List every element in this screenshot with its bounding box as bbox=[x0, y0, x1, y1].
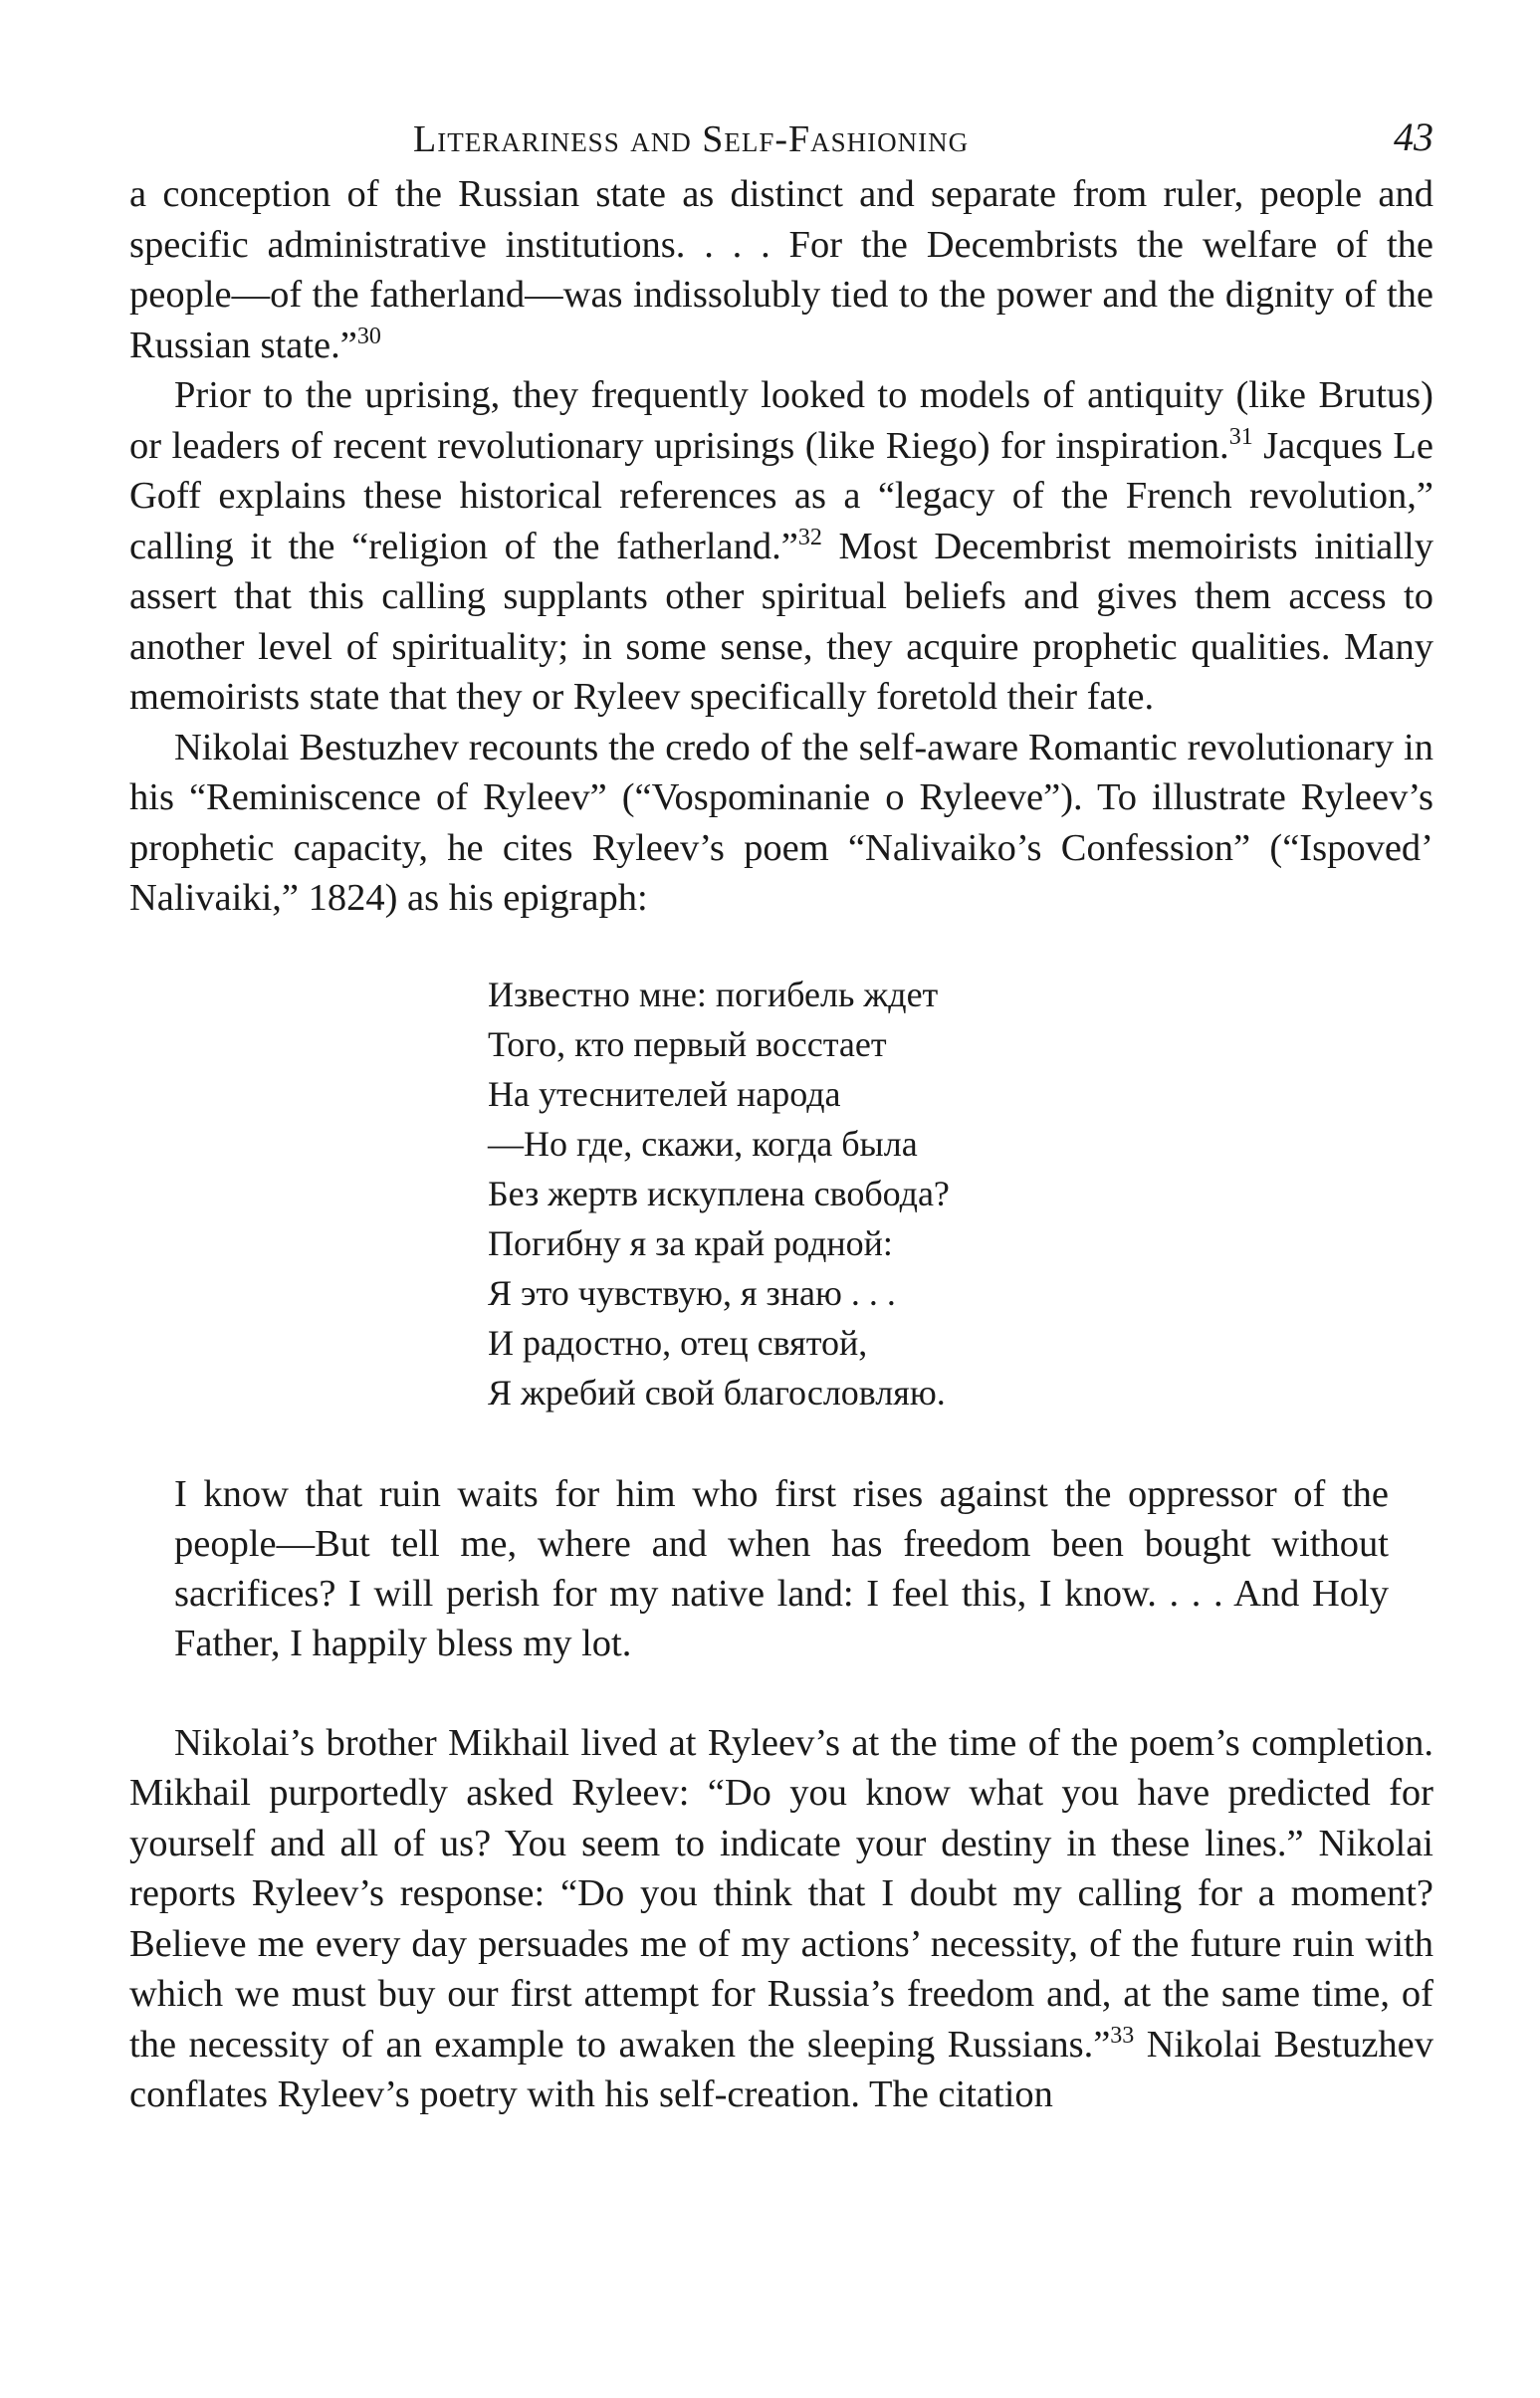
footnote-marker[interactable]: 31 bbox=[1228, 423, 1253, 450]
poem-translation: I know that ruin waits for him who first rises against the oppressor of the people—But tell me, where and when has freedom been bought without sacrifices? I will perish for my native land: I feel this, I know. . . . And Holy Father, I happily bless my lot. bbox=[174, 1472, 1389, 1664]
poem-line: Я это чувствую, я знаю . . . bbox=[488, 1272, 896, 1313]
paragraph-text: Jacques Le Goff explains these historical references as a “legacy of the French revolution,” calling it the “religion of the fatherland.” bbox=[129, 424, 1433, 567]
running-title: Literariness and Self-Fashioning bbox=[413, 118, 970, 160]
poem-line: Известно мне: погибель ждет bbox=[488, 974, 939, 1014]
paragraph-mikhail-account bbox=[129, 1718, 1433, 2120]
poem-line: Погибну я за край родной: bbox=[488, 1222, 893, 1263]
book-page bbox=[129, 109, 1433, 2120]
paragraph-text: a conception of the Russian state as distinct and separate from ruler, people and specific administrative institutions. . . . For the Decembrists the welfare of the people—of the fatherland—was indissolubly tied to the power and the dignity of the Russian state.” bbox=[129, 173, 1433, 366]
footnote-marker[interactable]: 30 bbox=[356, 323, 381, 349]
paragraph-bestuzhev-credo bbox=[129, 723, 1433, 924]
footnote-marker[interactable]: 33 bbox=[1110, 2022, 1135, 2049]
poem-line: —Но где, скажи, когда была bbox=[488, 1123, 918, 1164]
poem-line: Я жребий свой благословляю. bbox=[488, 1372, 946, 1413]
running-head bbox=[129, 109, 1433, 169]
poem-line: И радостно, отец святой, bbox=[488, 1322, 868, 1363]
paragraph-text: Nikolai Bestuzhev conflates Ryleev’s poetry with his self-creation. The citation bbox=[129, 2023, 1434, 2115]
page-number: 43 bbox=[1394, 114, 1433, 159]
poem-line: На утеснителей народа bbox=[488, 1073, 841, 1114]
paragraph-continued-quote bbox=[129, 169, 1433, 370]
paragraph-text: Most Decembrist memoirists initially assert that this calling supplants other spiritual beliefs and gives them access to another level of spirituality; in some sense, they acquire prophetic qualities. Many memoirists state that they or Ryleev specifically foretold their fate. bbox=[129, 525, 1433, 718]
poem-line: Без жертв искуплена свобода? bbox=[488, 1173, 950, 1213]
poem-epigraph bbox=[488, 970, 1433, 1417]
paragraph-text: Prior to the uprising, they frequently looked to models of antiquity (like Brutus) or leaders of recent revolutionary uprisings (like Riego) for inspiration. bbox=[129, 374, 1433, 467]
poem-line: Того, кто первый восстает bbox=[488, 1023, 887, 1064]
paragraph-text: Nikolai Bestuzhev recounts the credo of the self-aware Romantic revolutionary in his “Reminiscence of Ryleev” (“Vospominanie o Ryleeve”). To illustrate Ryleev’s prophetic capacity, he cites Ryleev’s poem “Nalivaiko’s Confession” (“Ispoved’ Nalivaiki,” 1824) as his epigraph: bbox=[129, 726, 1433, 919]
paragraph-antiquity-models bbox=[129, 370, 1433, 723]
footnote-marker[interactable]: 32 bbox=[797, 524, 822, 550]
paragraph-text: Nikolai’s brother Mikhail lived at Ryleev’s at the time of the poem’s completion. Mikhail purportedly asked Ryleev: “Do you know what you have predicted for yourself and all of us? You seem to indicate your destiny in these lines.” Nikolai reports Ryleev’s response: “Do you think that I doubt my calling for a moment? Believe me every day persuades me of my actions’ necessity, of the future ruin with which we must buy our first attempt for Russia’s freedom and, at the same time, of the necessity of an example to awaken the sleeping Russians.” bbox=[129, 1721, 1433, 2066]
